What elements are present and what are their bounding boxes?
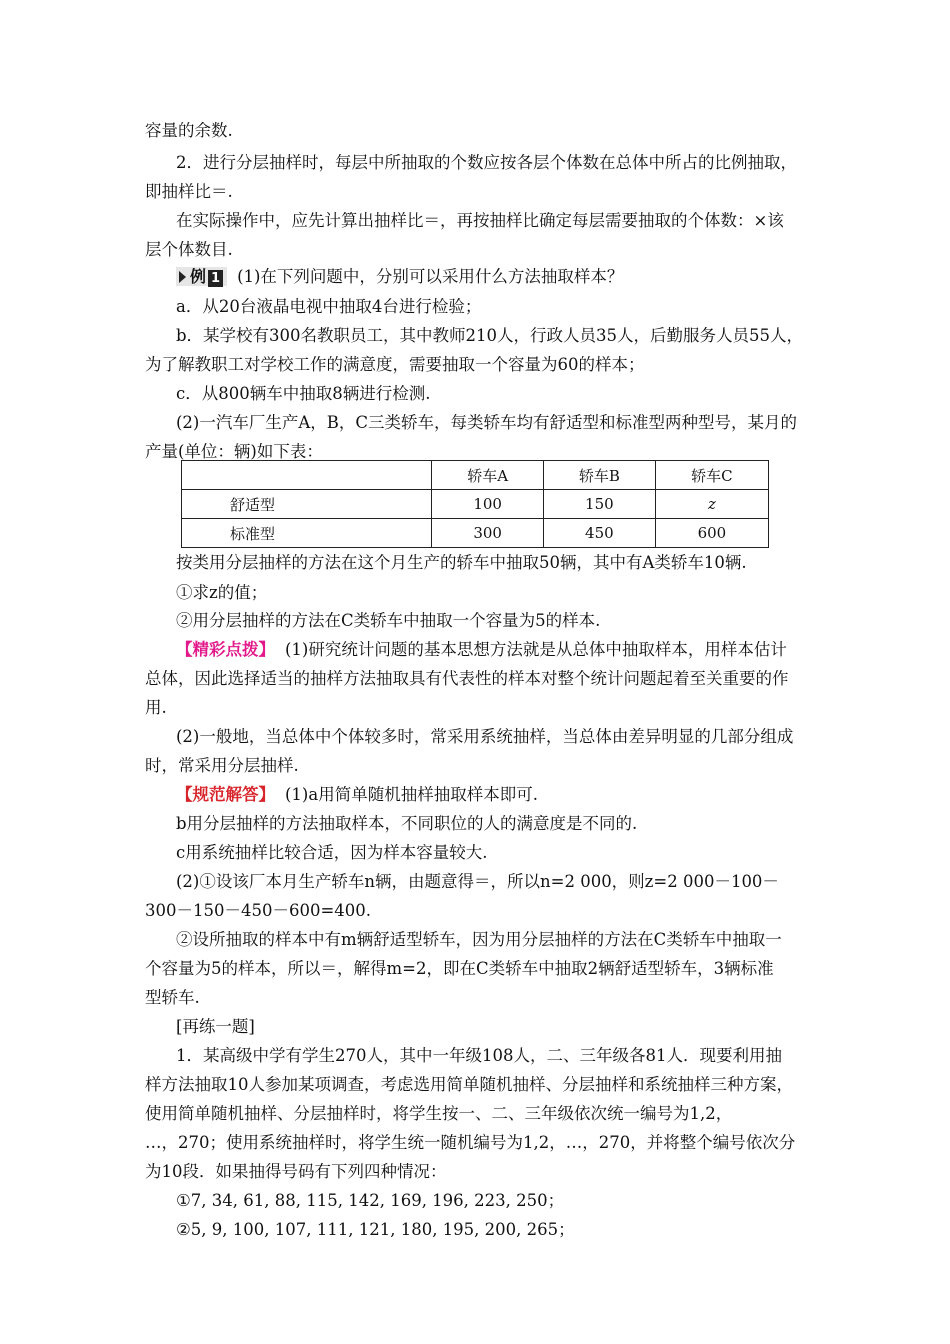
text-line: 使用简单随机抽样、分层抽样时，将学生按一、二、三年级依次统一编号为1,2， — [145, 1104, 733, 1123]
text-line: 产量(单位：辆)如下表： — [145, 442, 323, 461]
text-line: (2)一般地，当总体中个体较多时，常采用系统抽样，当总体由差异明显的几部分组成 — [176, 727, 794, 746]
text-line: ①7, 34, 61, 88, 115, 142, 169, 196, 223, 250； — [176, 1191, 565, 1210]
table-cell: 150 — [543, 490, 655, 519]
text-line: 为了解教职工对学校工作的满意度，需要抽取一个容量为60的样本； — [145, 355, 645, 374]
text-line: 即抽样比＝. — [145, 182, 233, 201]
text-line: 为10段．如果抽得号码有下列四种情况： — [145, 1162, 447, 1181]
text-line: 总体，因此选择适当的抽样方法抽取具有代表性的样本对整个统计问题起着至关重要的作 — [145, 669, 789, 688]
text-line: (2)①设该厂本月生产轿车n辆，由题意得＝，所以n=2 000，则z=2 000－100－ — [176, 872, 779, 891]
table-cell — [182, 461, 432, 490]
text-line: 样方法抽取10人参加某项调查，考虑选用简单随机抽样、分层抽样和系统抽样三种方案， — [145, 1075, 793, 1094]
table-cell: 100 — [432, 490, 543, 519]
text-line: 在实际操作中，应先计算出抽样比＝，再按抽样比确定每层需要抽取的个体数：×该 — [176, 211, 784, 230]
text-line: 容量的余数. — [145, 121, 233, 140]
example-heading — [176, 266, 623, 288]
table-cell: 轿车A — [432, 461, 543, 490]
text-line: 1．某高级中学有学生270人，其中一年级108人，二、三年级各81人．现要利用抽 — [176, 1046, 782, 1065]
table-cell: 轿车B — [543, 461, 655, 490]
triangle-icon — [179, 271, 186, 283]
text-line: c用系统抽样比较合适，因为样本容量较大. — [176, 843, 488, 862]
example-question: (1)在下列问题中，分别可以采用什么方法抽取样本？ — [237, 267, 624, 286]
text-line: 按类用分层抽样的方法在这个月生产的轿车中抽取50辆，其中有A类轿车10辆. — [176, 553, 747, 572]
solution-paragraph — [176, 784, 538, 806]
text-line: (1)a用简单随机抽样抽取样本即可. — [285, 785, 538, 804]
text-line: a．从20台液晶电视中抽取4台进行检验； — [176, 297, 482, 316]
table-cell: 450 — [543, 519, 655, 548]
text-line: (1)研究统计问题的基本思想方法就是从总体中抽取样本，用样本估计 — [285, 640, 787, 659]
text-line: …，270；使用系统抽样时，将学生统一随机编号为1,2，…，270，并将整个编号依次分 — [145, 1133, 796, 1152]
text-line: ②用分层抽样的方法在C类轿车中抽取一个容量为5的样本. — [176, 611, 601, 630]
example-badge-label: 例 — [190, 267, 207, 286]
text-line: 型轿车. — [145, 988, 200, 1007]
table-cell: 300 — [432, 519, 543, 548]
text-line: 层个体数目. — [145, 240, 233, 259]
practice-heading: [再练一题] — [176, 1017, 255, 1036]
text-line: 300－150－450－600=400. — [145, 901, 372, 920]
table-row — [182, 490, 769, 519]
text-line: ②5, 9, 100, 107, 111, 121, 180, 195, 200, 265； — [176, 1220, 575, 1239]
production-table — [181, 460, 769, 548]
text-line: b用分层抽样的方法抽取样本，不同职位的人的满意度是不同的. — [176, 814, 638, 833]
text-line: c．从800辆车中抽取8辆进行检测. — [176, 384, 431, 403]
text-line: ①求z的值； — [176, 583, 268, 602]
table-cell: 标准型 — [182, 519, 432, 548]
text-line: 用. — [145, 698, 167, 717]
table-cell: 舒适型 — [182, 490, 432, 519]
table-cell: 轿车C — [655, 461, 768, 490]
text-line: (2)一汽车厂生产A，B，C三类轿车，每类轿车均有舒适型和标准型两种型号，某月的 — [176, 413, 798, 432]
table-row — [182, 519, 769, 548]
table-cell: 600 — [655, 519, 768, 548]
insight-tag: 【精彩点拨】 — [176, 640, 275, 659]
table-cell: z — [655, 490, 768, 519]
insight-paragraph — [176, 639, 787, 661]
text-line: ②设所抽取的样本中有m辆舒适型轿车，因为用分层抽样的方法在C类轿车中抽取一 — [176, 930, 782, 949]
text-line: 2．进行分层抽样时，每层中所抽取的个数应按各层个体数在总体中所占的比例抽取， — [176, 153, 797, 172]
example-badge-number: 1 — [208, 270, 223, 287]
text-line: 时，常采用分层抽样. — [145, 756, 299, 775]
text-line: 个容量为5的样本，所以＝，解得m=2，即在C类轿车中抽取2辆舒适型轿车，3辆标准 — [145, 959, 774, 978]
table-header-row — [182, 461, 769, 490]
text-line: b．某学校有300名教职员工，其中教师210人，行政人员35人，后勤服务人员55人， — [176, 326, 804, 345]
example-badge — [176, 267, 227, 286]
solution-tag: 【规范解答】 — [176, 785, 275, 804]
